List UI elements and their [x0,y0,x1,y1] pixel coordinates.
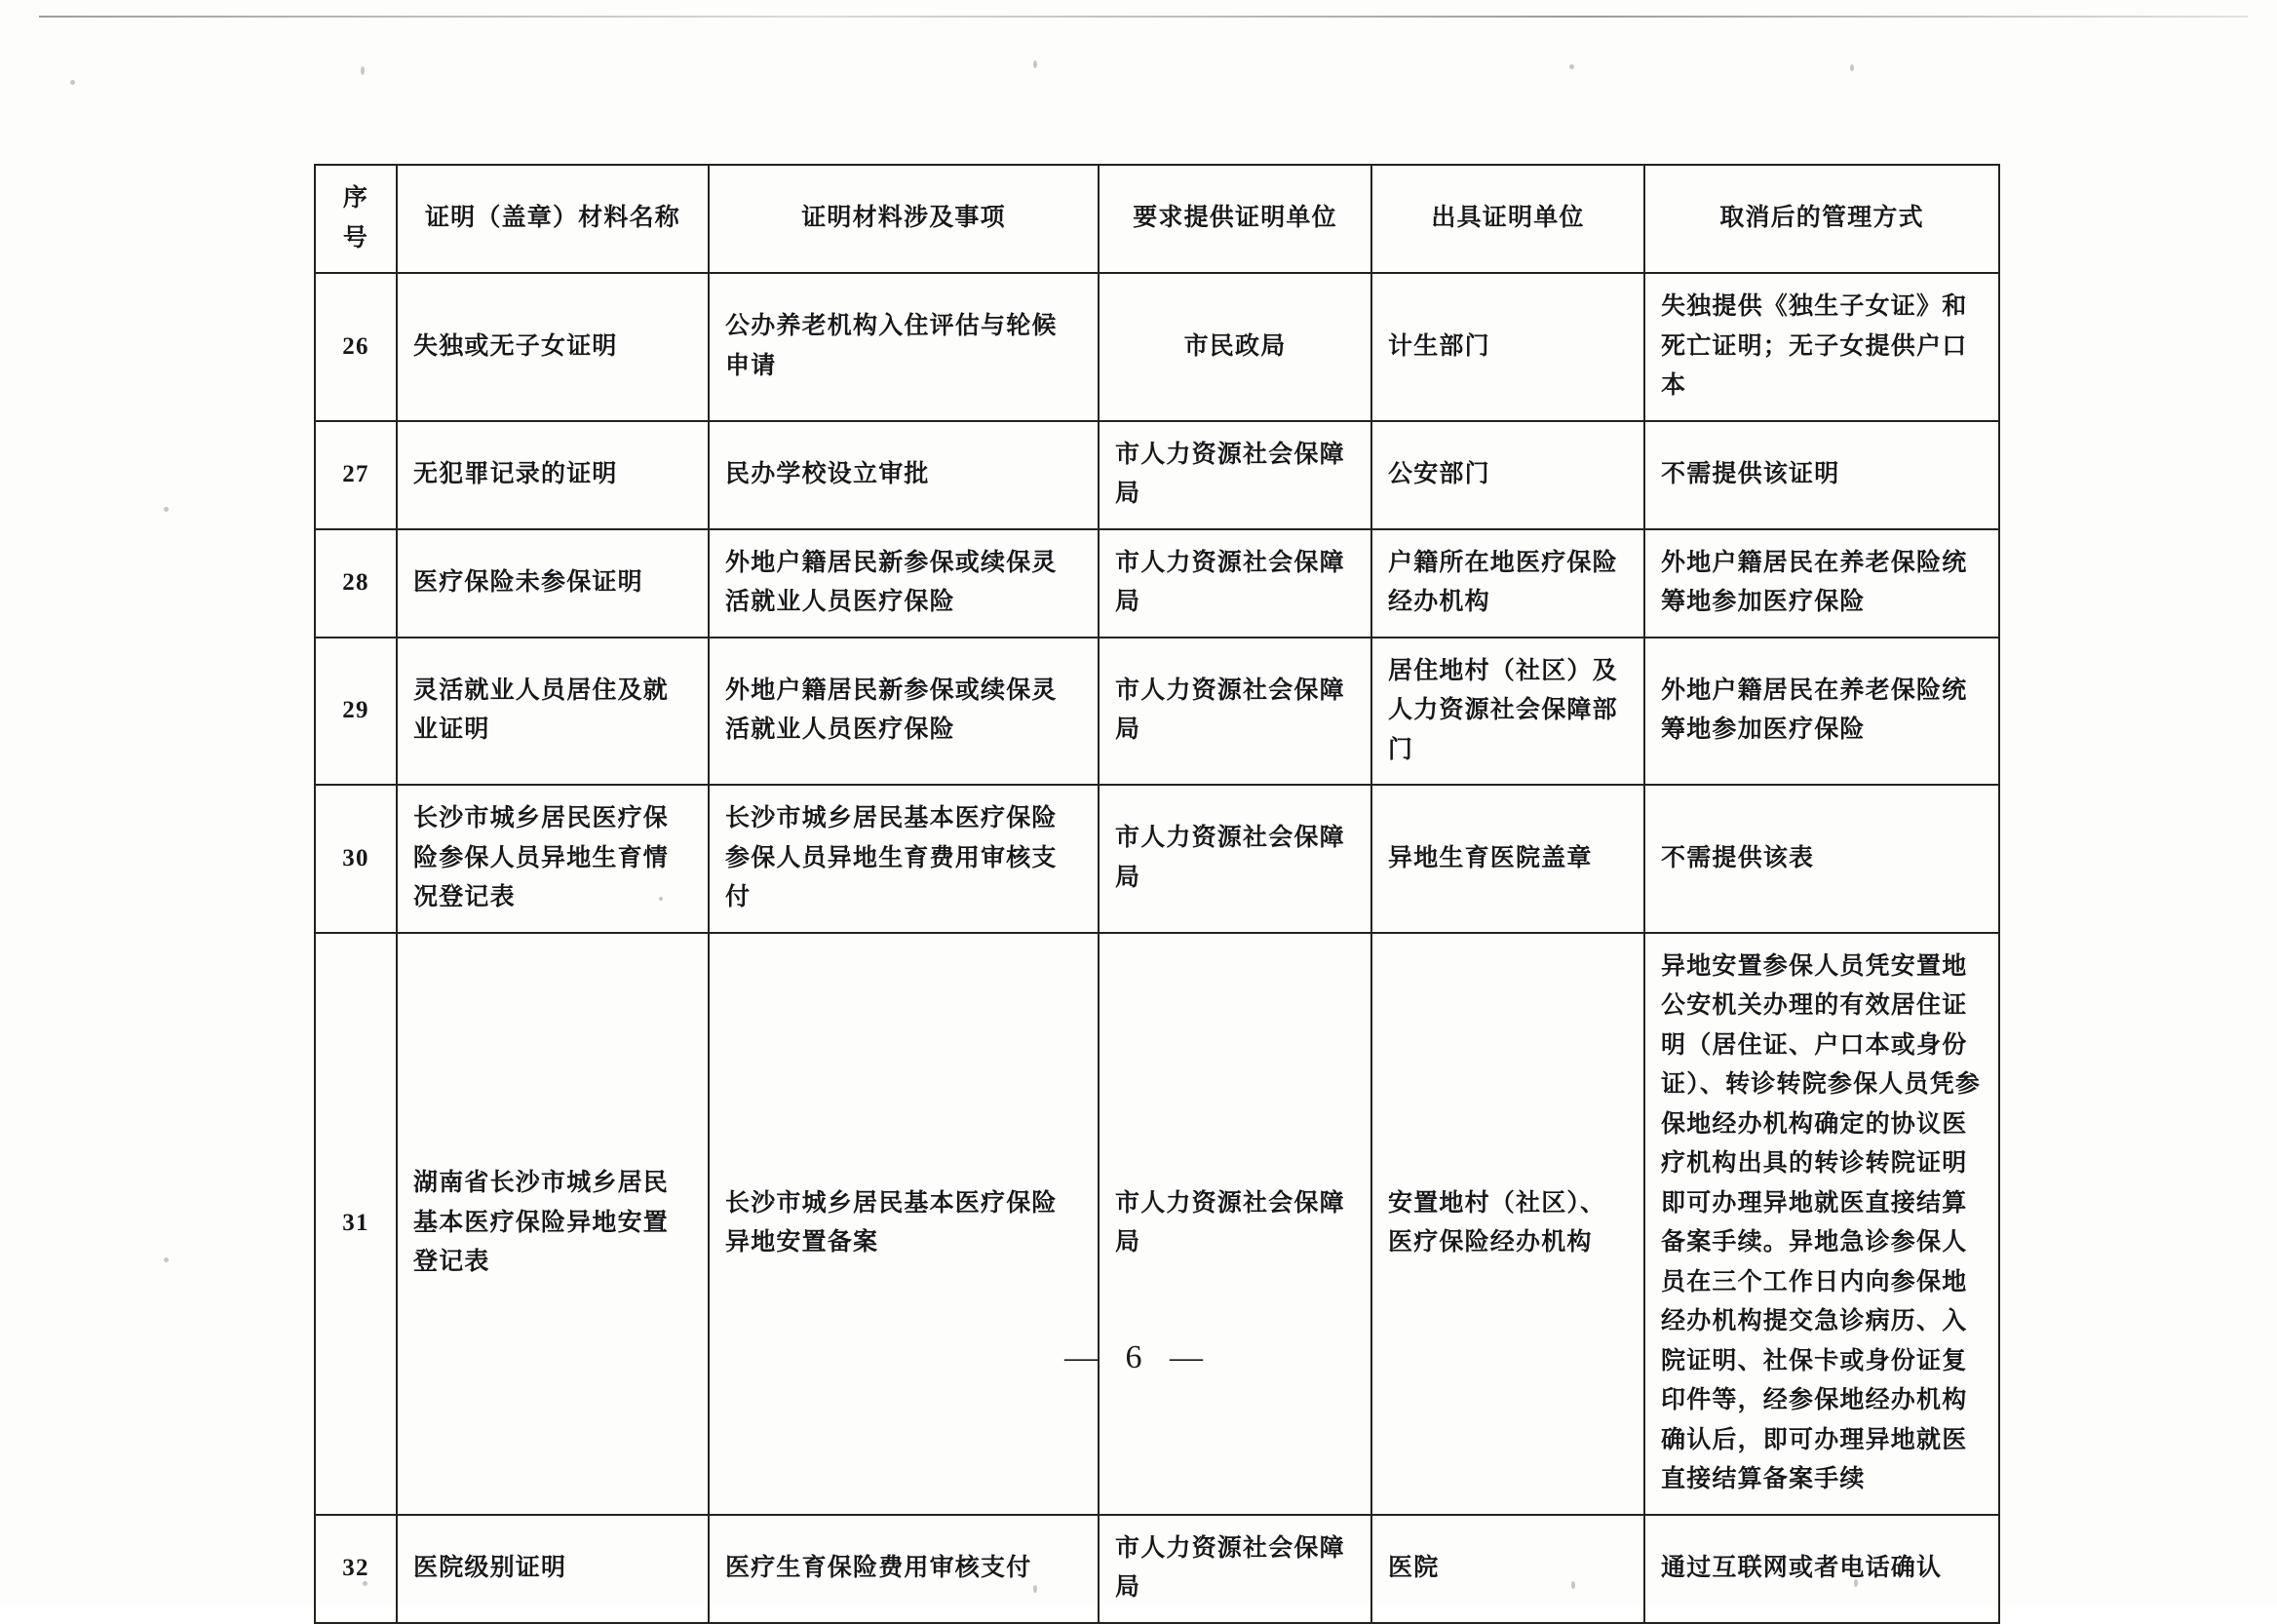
cell-matter: 公办养老机构入住评估与轮候申请 [709,273,1099,421]
cell-management: 通过互联网或者电话确认 [1644,1515,1999,1623]
table-row [315,785,1999,933]
cell-issuing-unit: 异地生育医院盖章 [1371,785,1644,933]
cell-requesting-unit: 市人力资源社会保障局 [1099,638,1371,786]
cell-management: 外地户籍居民在养老保险统筹地参加医疗保险 [1644,529,1999,638]
table-row [315,273,1999,421]
cell-issuing-unit: 医院 [1371,1515,1644,1623]
table-header-row [315,165,1999,273]
cell-requesting-unit: 市民政局 [1099,273,1371,421]
cell-index: 30 [315,785,397,933]
column-header-requesting-unit: 要求提供证明单位 [1099,165,1371,273]
table-row [315,638,1999,786]
cell-issuing-unit: 安置地村（社区）、医疗保险经办机构 [1371,933,1644,1515]
cell-management: 不需提供该表 [1644,785,1999,933]
table-row [315,933,1999,1515]
column-header-matter: 证明材料涉及事项 [709,165,1099,273]
certificate-cancellation-table-wrapper [314,164,1998,1624]
cell-matter: 长沙市城乡居民基本医疗保险异地安置备案 [709,933,1099,1515]
scan-artifact-top-line [39,16,2248,18]
cell-matter: 民办学校设立审批 [709,421,1099,529]
scan-speck [361,66,365,75]
cell-material-name: 长沙市城乡居民医疗保险参保人员异地生育情况登记表 [397,785,709,933]
cell-issuing-unit: 公安部门 [1371,421,1644,529]
cell-requesting-unit: 市人力资源社会保障局 [1099,421,1371,529]
cell-requesting-unit: 市人力资源社会保障局 [1099,785,1371,933]
table-row [315,421,1999,529]
cell-index: 29 [315,638,397,786]
cell-requesting-unit: 市人力资源社会保障局 [1099,1515,1371,1623]
scan-speck [1850,64,1854,71]
cell-requesting-unit: 市人力资源社会保障局 [1099,933,1371,1515]
cell-management: 失独提供《独生子女证》和死亡证明；无子女提供户口本 [1644,273,1999,421]
scan-speck [1569,64,1574,69]
cell-management: 不需提供该证明 [1644,421,1999,529]
cell-material-name: 无犯罪记录的证明 [397,421,709,529]
scan-speck [1033,60,1037,68]
certificate-cancellation-table [314,164,2000,1624]
cell-index: 32 [315,1515,397,1623]
cell-issuing-unit: 计生部门 [1371,273,1644,421]
column-header-issuing-unit: 出具证明单位 [1371,165,1644,273]
cell-matter: 长沙市城乡居民基本医疗保险参保人员异地生育费用审核支付 [709,785,1099,933]
cell-index: 27 [315,421,397,529]
cell-management: 外地户籍居民在养老保险统筹地参加医疗保险 [1644,638,1999,786]
column-header-management-after-cancellation: 取消后的管理方式 [1644,165,1999,273]
cell-requesting-unit: 市人力资源社会保障局 [1099,529,1371,638]
cell-matter: 外地户籍居民新参保或续保灵活就业人员医疗保险 [709,638,1099,786]
scan-speck [70,80,75,85]
cell-matter: 外地户籍居民新参保或续保灵活就业人员医疗保险 [709,529,1099,638]
cell-matter: 医疗生育保险费用审核支付 [709,1515,1099,1623]
cell-index: 31 [315,933,397,1515]
scan-speck [164,507,169,512]
cell-material-name: 医院级别证明 [397,1515,709,1623]
cell-index: 28 [315,529,397,638]
cell-management: 异地安置参保人员凭安置地公安机关办理的有效居住证明（居住证、户口本或身份证）、转诊转院参保人员凭参保地经办机构确定的协议医疗机构出具的转诊转院证明即可办理异地就医直接结算备案手续。异地急诊参保人员在三个工作日内向参保地经办机构提交急诊病历、入院证明、社保卡或身份证复印件等，经参保地经办机构确认后，即可办理异地就医直接结算备案手续 [1644,933,1999,1515]
page-number: — 6 — [1064,1339,1213,1375]
cell-issuing-unit: 户籍所在地医疗保险经办机构 [1371,529,1644,638]
cell-material-name: 医疗保险未参保证明 [397,529,709,638]
scan-speck [164,1257,169,1262]
cell-material-name: 失独或无子女证明 [397,273,709,421]
cell-material-name: 湖南省长沙市城乡居民基本医疗保险异地安置登记表 [397,933,709,1515]
table-row [315,529,1999,638]
column-header-index: 序号 [315,165,397,273]
cell-index: 26 [315,273,397,421]
cell-issuing-unit: 居住地村（社区）及人力资源社会保障部门 [1371,638,1644,786]
cell-material-name: 灵活就业人员居住及就业证明 [397,638,709,786]
column-header-material-name: 证明（盖章）材料名称 [397,165,709,273]
